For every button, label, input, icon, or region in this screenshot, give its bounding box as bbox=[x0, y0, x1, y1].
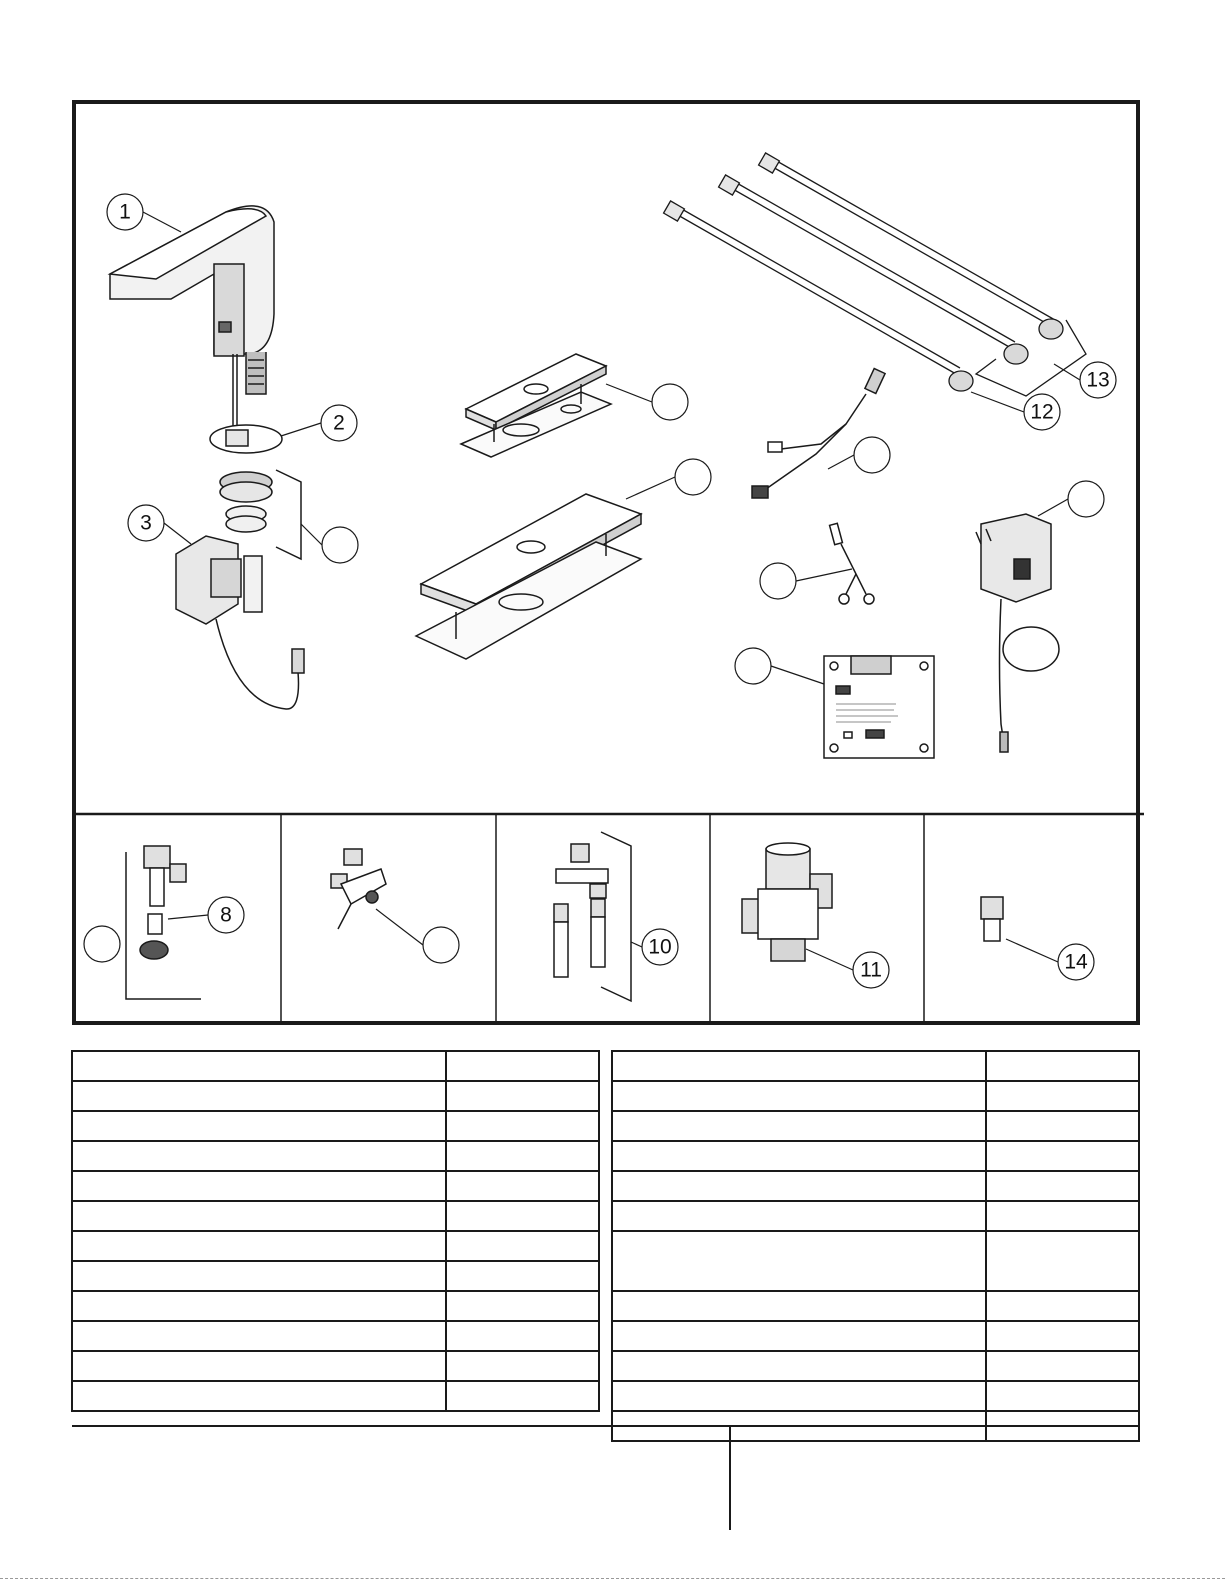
stop-valve-handle-icon bbox=[331, 849, 386, 929]
power-adapter-icon bbox=[976, 514, 1059, 752]
part-description-cell bbox=[72, 1141, 446, 1171]
table-row bbox=[612, 1291, 1139, 1321]
table-row bbox=[72, 1291, 599, 1321]
footer-divider bbox=[729, 1425, 731, 1530]
angle-stop-icon bbox=[126, 846, 201, 999]
part-description-cell bbox=[612, 1381, 986, 1411]
part-description-cell bbox=[72, 1111, 446, 1141]
table-row bbox=[612, 1051, 1139, 1081]
wire-harness-icon bbox=[752, 368, 885, 498]
table-row bbox=[72, 1381, 599, 1411]
part-number-cell bbox=[446, 1111, 599, 1141]
callout-8: 8 bbox=[220, 903, 232, 927]
part-number-cell bbox=[446, 1351, 599, 1381]
table-row bbox=[72, 1351, 599, 1381]
table-row bbox=[72, 1201, 599, 1231]
part-description-cell bbox=[72, 1171, 446, 1201]
table-row bbox=[612, 1231, 1139, 1291]
part-number-cell bbox=[446, 1171, 599, 1201]
callout-12: 12 bbox=[1030, 400, 1054, 424]
table-row bbox=[72, 1081, 599, 1111]
part-number-cell bbox=[446, 1261, 599, 1291]
control-box-icon bbox=[824, 656, 934, 758]
table-row bbox=[72, 1111, 599, 1141]
part-number-cell bbox=[986, 1051, 1139, 1081]
part-description-cell bbox=[612, 1201, 986, 1231]
part-description-cell bbox=[72, 1321, 446, 1351]
callout-1: 1 bbox=[119, 200, 131, 224]
deck-plate-small-icon bbox=[461, 354, 611, 457]
table-row bbox=[72, 1051, 599, 1081]
part-description-cell bbox=[612, 1291, 986, 1321]
table-row bbox=[612, 1351, 1139, 1381]
table-row bbox=[72, 1231, 599, 1261]
part-description-cell bbox=[72, 1051, 446, 1081]
callout-2: 2 bbox=[333, 411, 345, 435]
table-row bbox=[612, 1141, 1139, 1171]
part-number-cell bbox=[446, 1321, 599, 1351]
part-number-cell bbox=[446, 1231, 599, 1261]
table-row bbox=[612, 1081, 1139, 1111]
part-description-cell bbox=[612, 1231, 986, 1291]
part-description-cell bbox=[612, 1171, 986, 1201]
part-description-cell bbox=[72, 1381, 446, 1411]
callout-11: 11 bbox=[860, 958, 882, 982]
tee-fitting-icon bbox=[554, 832, 631, 1001]
page-trim-line bbox=[0, 1578, 1225, 1579]
battery-clip-icon bbox=[830, 523, 874, 604]
part-description-cell bbox=[72, 1201, 446, 1231]
part-description-cell bbox=[72, 1231, 446, 1261]
part-description-cell bbox=[72, 1351, 446, 1381]
part-description-cell bbox=[72, 1291, 446, 1321]
part-description-cell bbox=[612, 1111, 986, 1141]
callout-3: 3 bbox=[140, 511, 152, 535]
callout-10: 10 bbox=[648, 935, 672, 959]
part-number-cell bbox=[446, 1141, 599, 1171]
adapter-fitting-icon bbox=[981, 897, 1003, 941]
deck-plate-large-icon bbox=[416, 494, 641, 659]
faucet-spout-icon bbox=[110, 206, 274, 434]
parts-list-table-right bbox=[611, 1050, 1140, 1442]
table-row bbox=[72, 1171, 599, 1201]
part-description-cell bbox=[612, 1351, 986, 1381]
footer-rule bbox=[72, 1425, 1140, 1427]
part-number-cell bbox=[446, 1081, 599, 1111]
part-description-cell bbox=[612, 1141, 986, 1171]
part-number-cell bbox=[986, 1231, 1139, 1291]
table-row bbox=[612, 1321, 1139, 1351]
mounting-gasket-icon bbox=[210, 425, 282, 453]
parts-list-table-left bbox=[71, 1050, 600, 1412]
table-row bbox=[72, 1261, 599, 1291]
part-number-cell bbox=[986, 1081, 1139, 1111]
table-row bbox=[72, 1321, 599, 1351]
part-description-cell bbox=[612, 1051, 986, 1081]
part-number-cell bbox=[446, 1051, 599, 1081]
part-description-cell bbox=[612, 1321, 986, 1351]
part-number-cell bbox=[446, 1381, 599, 1411]
table-row bbox=[612, 1171, 1139, 1201]
part-number-cell bbox=[986, 1321, 1139, 1351]
callout-13: 13 bbox=[1086, 368, 1110, 392]
part-number-cell bbox=[986, 1141, 1139, 1171]
table-row bbox=[612, 1381, 1139, 1411]
solenoid-valve-icon bbox=[176, 536, 304, 709]
supply-hoses-icon bbox=[664, 153, 1086, 396]
part-description-cell bbox=[612, 1081, 986, 1111]
table-row bbox=[72, 1141, 599, 1171]
part-description-cell bbox=[72, 1261, 446, 1291]
part-number-cell bbox=[986, 1381, 1139, 1411]
part-number-cell bbox=[986, 1351, 1139, 1381]
callout-14: 14 bbox=[1064, 950, 1088, 974]
part-number-cell bbox=[986, 1171, 1139, 1201]
exploded-parts-diagram bbox=[72, 100, 1140, 1025]
part-number-cell bbox=[986, 1111, 1139, 1141]
mixing-valve-icon bbox=[742, 843, 832, 961]
table-row bbox=[612, 1201, 1139, 1231]
part-description-cell bbox=[72, 1081, 446, 1111]
part-number-cell bbox=[986, 1291, 1139, 1321]
table-row bbox=[612, 1111, 1139, 1141]
part-number-cell bbox=[446, 1201, 599, 1231]
part-number-cell bbox=[446, 1291, 599, 1321]
part-number-cell bbox=[986, 1201, 1139, 1231]
